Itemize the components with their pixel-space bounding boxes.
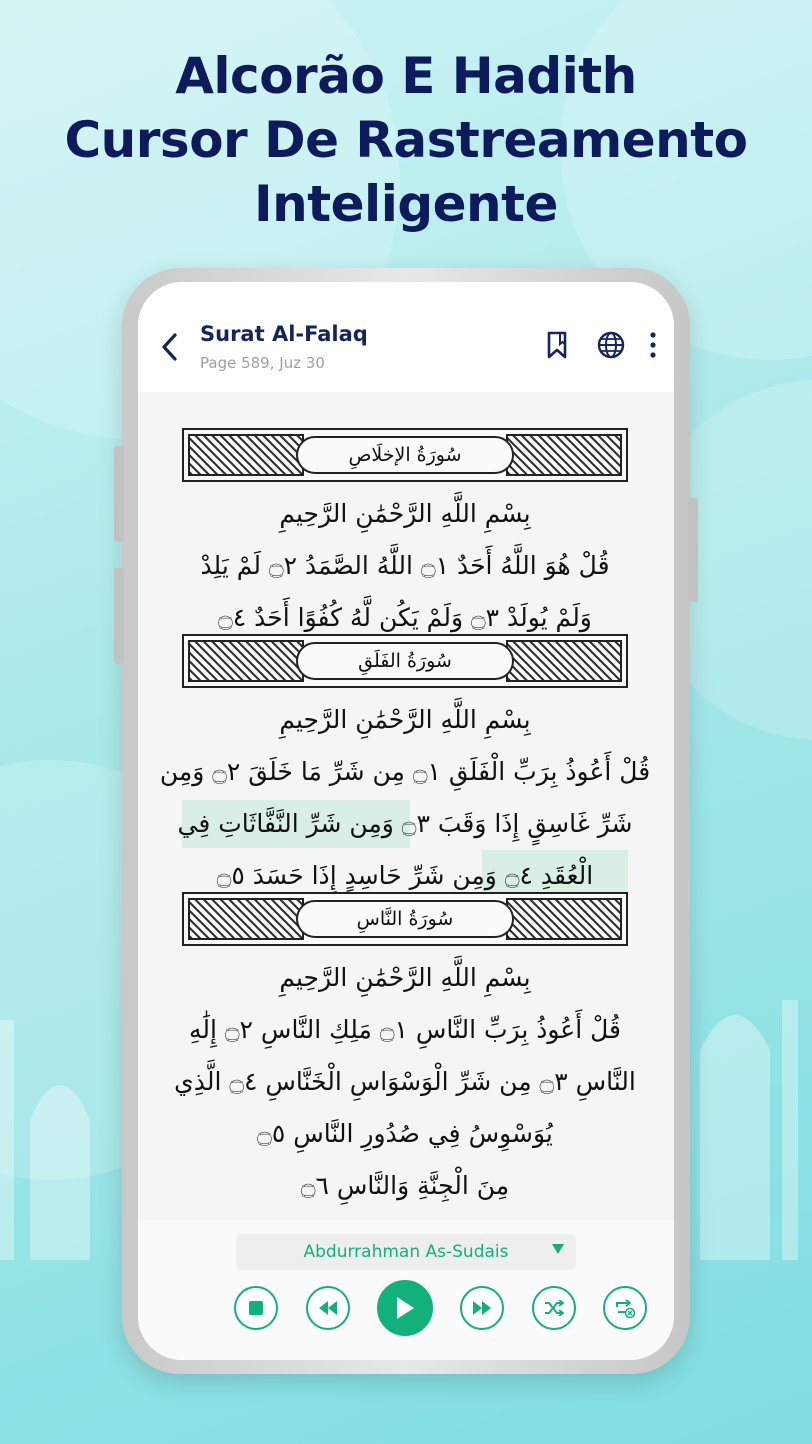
- fast-forward-button[interactable]: [460, 1286, 504, 1330]
- more-options-button[interactable]: [636, 328, 670, 362]
- dropdown-caret-icon: [552, 1244, 564, 1254]
- page-subtitle: Page 589, Juz 30: [200, 354, 325, 372]
- bookmark-button[interactable]: [540, 328, 574, 362]
- surah-header-title: سُورَةُ الفَلَقِ: [296, 642, 514, 680]
- play-button[interactable]: [377, 1280, 433, 1336]
- stop-button[interactable]: [234, 1286, 278, 1330]
- back-button[interactable]: [156, 330, 182, 364]
- back-arrow-icon: [160, 332, 178, 362]
- language-button[interactable]: [594, 328, 628, 362]
- quran-line[interactable]: بِسْمِ اللَّهِ الرَّحْمَٰنِ الرَّحِيمِ: [279, 704, 531, 734]
- quran-line[interactable]: وَلَمْ يُولَدْ ۝٣ وَلَمْ يَكُن لَّهُ كُفُوًا أَحَدٌ ۝٤: [218, 602, 592, 632]
- surah-header-title: سُورَةُ النَّاسِ: [296, 900, 514, 938]
- headline-line-3: Inteligente: [254, 175, 558, 233]
- headline-line-2: Cursor De Rastreamento: [64, 111, 748, 169]
- more-vertical-icon: [649, 331, 657, 359]
- quran-line[interactable]: قُلْ هُوَ اللَّهُ أَحَدٌ ۝١ اللَّهُ الصَّمَدُ ۝٢ لَمْ يَلِدْ: [200, 550, 610, 580]
- shuffle-icon: [544, 1300, 564, 1316]
- reciter-name: Abdurrahman As-Sudais: [303, 1242, 509, 1262]
- phone-screen: [138, 282, 674, 1360]
- stop-icon: [248, 1300, 264, 1316]
- globe-icon: [596, 330, 626, 360]
- audio-player: [138, 1220, 674, 1360]
- repeat-button[interactable]: [603, 1286, 647, 1330]
- fast-forward-icon: [471, 1300, 493, 1316]
- surah-header: [182, 634, 628, 688]
- quran-line[interactable]: الْعُقَدِ ۝٤ وَمِن شَرِّ حَاسِدٍ إِذَا حَسَدَ ۝٥: [216, 860, 594, 890]
- phone-frame: [122, 268, 690, 1374]
- surah-header: [182, 428, 628, 482]
- app-bar: [138, 282, 674, 392]
- surah-header-title: سُورَةُ الإخلَاصِ: [296, 436, 514, 474]
- phone-side-button: [114, 568, 124, 664]
- quran-line[interactable]: شَرِّ غَاسِقٍ إِذَا وَقَبَ ۝٣ وَمِن شَرِّ النَّفَّاثَاتِ فِي: [177, 808, 633, 838]
- mosque-silhouette-icon: [690, 940, 812, 1260]
- shuffle-button[interactable]: [532, 1286, 576, 1330]
- repeat-off-icon: [614, 1298, 636, 1318]
- quran-line[interactable]: قُلْ أَعُوذُ بِرَبِّ النَّاسِ ۝١ مَلِكِ النَّاسِ ۝٢ إِلَٰهِ: [188, 1014, 622, 1044]
- rewind-icon: [317, 1300, 339, 1316]
- reciter-dropdown[interactable]: [236, 1234, 576, 1270]
- quran-line[interactable]: بِسْمِ اللَّهِ الرَّحْمَٰنِ الرَّحِيمِ: [279, 498, 531, 528]
- quran-line[interactable]: قُلْ أَعُوذُ بِرَبِّ الْفَلَقِ ۝١ مِن شَرِّ مَا خَلَقَ ۝٢ وَمِن: [159, 756, 651, 786]
- surah-header: [182, 892, 628, 946]
- play-icon: [394, 1295, 416, 1321]
- page-title: Surat Al-Falaq: [200, 322, 368, 346]
- rewind-button[interactable]: [306, 1286, 350, 1330]
- quran-line[interactable]: النَّاسِ ۝٣ مِن شَرِّ الْوَسْوَاسِ الْخَنَّاسِ ۝٤ الَّذِي: [174, 1066, 636, 1096]
- mosque-silhouette-icon: [0, 960, 120, 1260]
- phone-side-button: [114, 446, 124, 542]
- quran-line[interactable]: مِنَ الْجِنَّةِ وَالنَّاسِ ۝٦: [300, 1170, 510, 1200]
- quran-page[interactable]: [138, 392, 674, 1220]
- headline: [0, 44, 812, 236]
- headline-line-1: Alcorão E Hadith: [175, 47, 637, 105]
- bookmark-icon: [545, 330, 569, 360]
- quran-line[interactable]: بِسْمِ اللَّهِ الرَّحْمَٰنِ الرَّحِيمِ: [279, 962, 531, 992]
- quran-line[interactable]: يُوَسْوِسُ فِي صُدُورِ النَّاسِ ۝٥: [257, 1118, 553, 1148]
- phone-power-button: [688, 498, 698, 602]
